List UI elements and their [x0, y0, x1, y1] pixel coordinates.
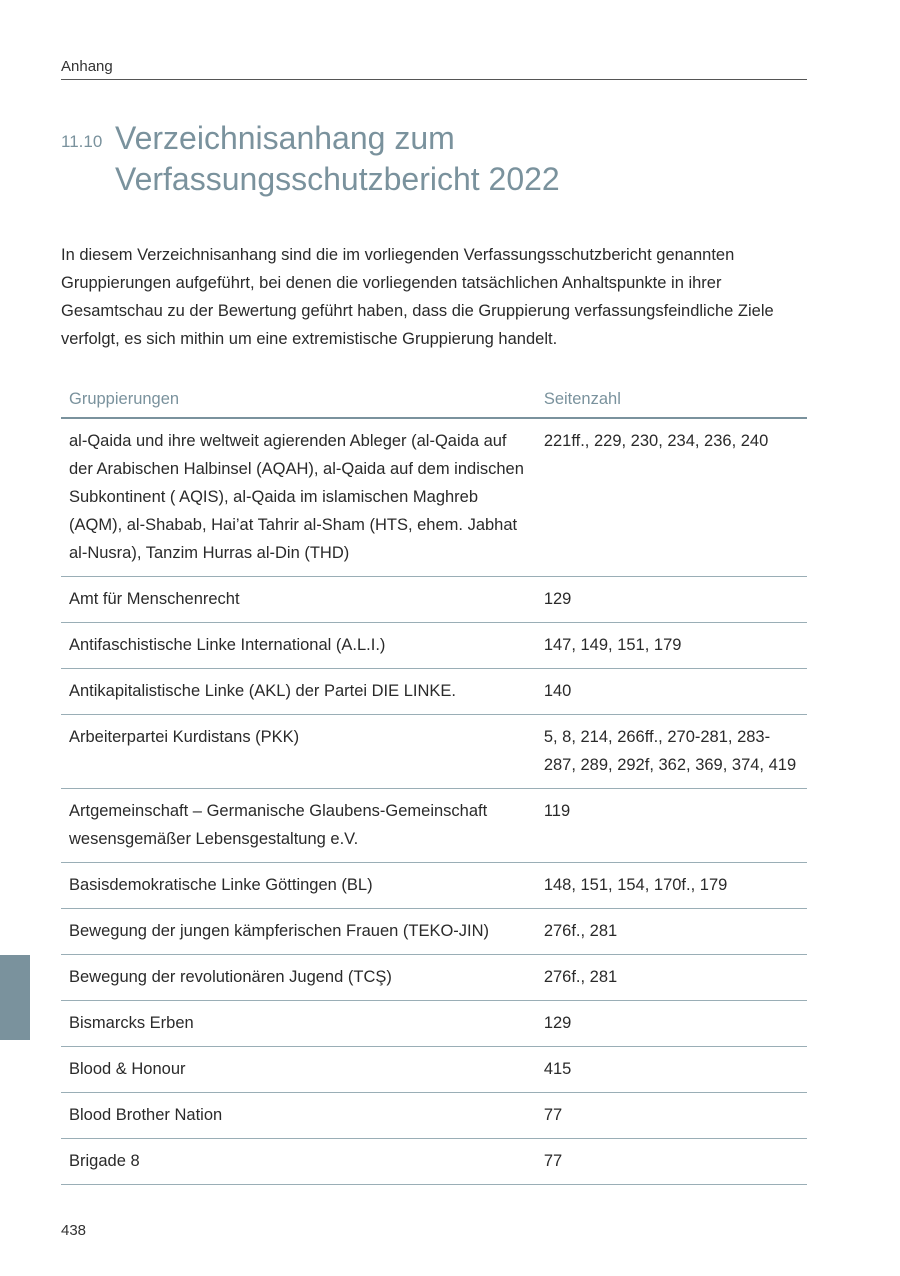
table-row	[61, 863, 807, 909]
table-row	[61, 789, 807, 863]
table-row	[61, 1139, 807, 1185]
page-numbers: 140	[536, 669, 807, 715]
page-numbers: 148, 151, 154, 170f., 179	[536, 863, 807, 909]
table-row	[61, 715, 807, 789]
chapter-thumb-tab	[0, 955, 30, 1040]
group-name: Bewegung der jungen kämpferischen Frauen (TEKO-JIN)	[61, 909, 536, 955]
page-numbers: 77	[536, 1093, 807, 1139]
group-name: Blood Brother Nation	[61, 1093, 536, 1139]
section-heading	[61, 118, 807, 200]
group-name: al-Qaida und ihre weltweit agierenden Ableger (al-Qaida auf der Arabischen Halbinsel (AQAH), al-Qaida auf dem indischen Subkontinent ( AQIS), al-Qaida im islamischen Maghreb (AQM), al-Shabab, Hai’at Tahrir al-Sham (HTS, ehem. Jabhat al-Nusra), Tanzim Hurras al-Din (THD)	[61, 418, 536, 577]
group-name: Bewegung der revolutionären Jugend (TCŞ)	[61, 955, 536, 1001]
page-numbers: 129	[536, 1001, 807, 1047]
group-name: Amt für Menschenrecht	[61, 577, 536, 623]
page-numbers: 415	[536, 1047, 807, 1093]
page-numbers: 276f., 281	[536, 909, 807, 955]
running-head: Anhang	[61, 58, 807, 80]
table-row	[61, 418, 807, 577]
group-name: Antifaschistische Linke International (A.L.I.)	[61, 623, 536, 669]
group-name: Brigade 8	[61, 1139, 536, 1185]
table-row	[61, 1047, 807, 1093]
intro-paragraph: In diesem Verzeichnisanhang sind die im vorliegenden Verfassungsschutzbericht genannten Gruppierungen aufgeführt, bei denen die vorliegenden tatsächlichen Anhaltspunkte in ihrer Gesamtschau zu der Bewertung geführt haben, dass die Gruppierung verfassungsfeindliche Ziele verfolgt, es sich mithin um eine extremistische Gruppierung handelt.	[61, 246, 774, 348]
page-numbers: 276f., 281	[536, 955, 807, 1001]
page-numbers: 147, 149, 151, 179	[536, 623, 807, 669]
page-numbers: 221ff., 229, 230, 234, 236, 240	[536, 418, 807, 577]
table-row	[61, 955, 807, 1001]
table-row	[61, 1093, 807, 1139]
section-title-line2: Verfassungsschutzbericht 2022	[115, 161, 560, 197]
table-header-row	[61, 386, 807, 418]
group-name: Artgemeinschaft – Germanische Glaubens-Gemeinschaft wesensgemäßer Lebensgestaltung e.V.	[61, 789, 536, 863]
table-row	[61, 669, 807, 715]
table-row	[61, 577, 807, 623]
group-name: Arbeiterpartei Kurdistans (PKK)	[61, 715, 536, 789]
column-header-groups: Gruppierungen	[61, 386, 536, 418]
page-numbers: 119	[536, 789, 807, 863]
section-number: 11.10	[61, 132, 103, 151]
table-row	[61, 623, 807, 669]
column-header-pages: Seitenzahl	[536, 386, 807, 418]
group-name: Bismarcks Erben	[61, 1001, 536, 1047]
table-row	[61, 909, 807, 955]
page-numbers: 5, 8, 214, 266ff., 270-281, 283-287, 289, 292f, 362, 369, 374, 419	[536, 715, 807, 789]
group-name: Blood & Honour	[61, 1047, 536, 1093]
page-numbers: 77	[536, 1139, 807, 1185]
group-name: Antikapitalistische Linke (AKL) der Partei DIE LINKE.	[61, 669, 536, 715]
section-title-line1: Verzeichnisanhang zum	[115, 120, 455, 156]
section-title	[115, 118, 560, 200]
group-name: Basisdemokratische Linke Göttingen (BL)	[61, 863, 536, 909]
page-numbers: 129	[536, 577, 807, 623]
group-index-table	[61, 386, 807, 1185]
table-row	[61, 1001, 807, 1047]
page-number: 438	[61, 1222, 87, 1239]
